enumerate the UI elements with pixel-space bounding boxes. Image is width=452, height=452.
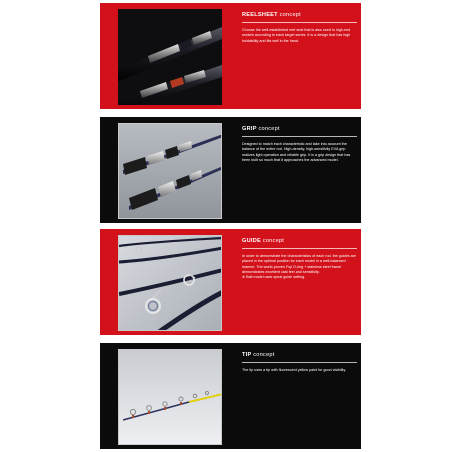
section-description: Choose the well-established reel seat that is also used in high-end models according to each target series. It is a design that has high holdability and fits well in the hand.: [242, 28, 351, 43]
guide-concept-panel: [100, 229, 361, 335]
section-description: The tip uses a tip with fluorescent yellow paint for good visibility.: [242, 368, 347, 372]
divider: [242, 22, 357, 23]
reelseat-concept-panel: [100, 3, 361, 109]
grip-concept-panel: [100, 117, 361, 223]
divider: [242, 136, 357, 137]
guide-photo: [118, 235, 222, 331]
guide-text: [242, 238, 357, 280]
section-note: ※ Bait model uses spiral guide setting.: [242, 275, 306, 280]
grip-text: [242, 126, 357, 163]
section-description: Designed to match each characteristic and take into account the balance of the entire rod. High-density, high-sensitivity EVA grip realizes light operation and reliable grip. It is a grip design that has been built so much that it approaches the advanced model.: [242, 142, 351, 162]
section-title: TIP concept: [242, 352, 275, 358]
section-title: GUIDE concept: [242, 238, 285, 244]
divider: [242, 248, 357, 249]
tip-text: [242, 352, 357, 373]
grip-photo: [118, 123, 222, 219]
tip-photo: [118, 349, 222, 445]
section-title: REELSHEET concept: [242, 12, 301, 18]
tip-concept-panel: [100, 343, 361, 449]
divider: [242, 362, 357, 363]
reelseat-text: [242, 12, 357, 44]
section-description: In order to demonstrate the characteristics of each rod, the guides are placed in the optimal position for each model in a well-balanced manner. The world-proven Fuji O-ring + stainless steel frame demonstrates excellent cast feel and sensitivity.: [242, 254, 356, 274]
section-title: GRIP concept: [242, 126, 280, 132]
reelseat-photo: [118, 9, 222, 105]
